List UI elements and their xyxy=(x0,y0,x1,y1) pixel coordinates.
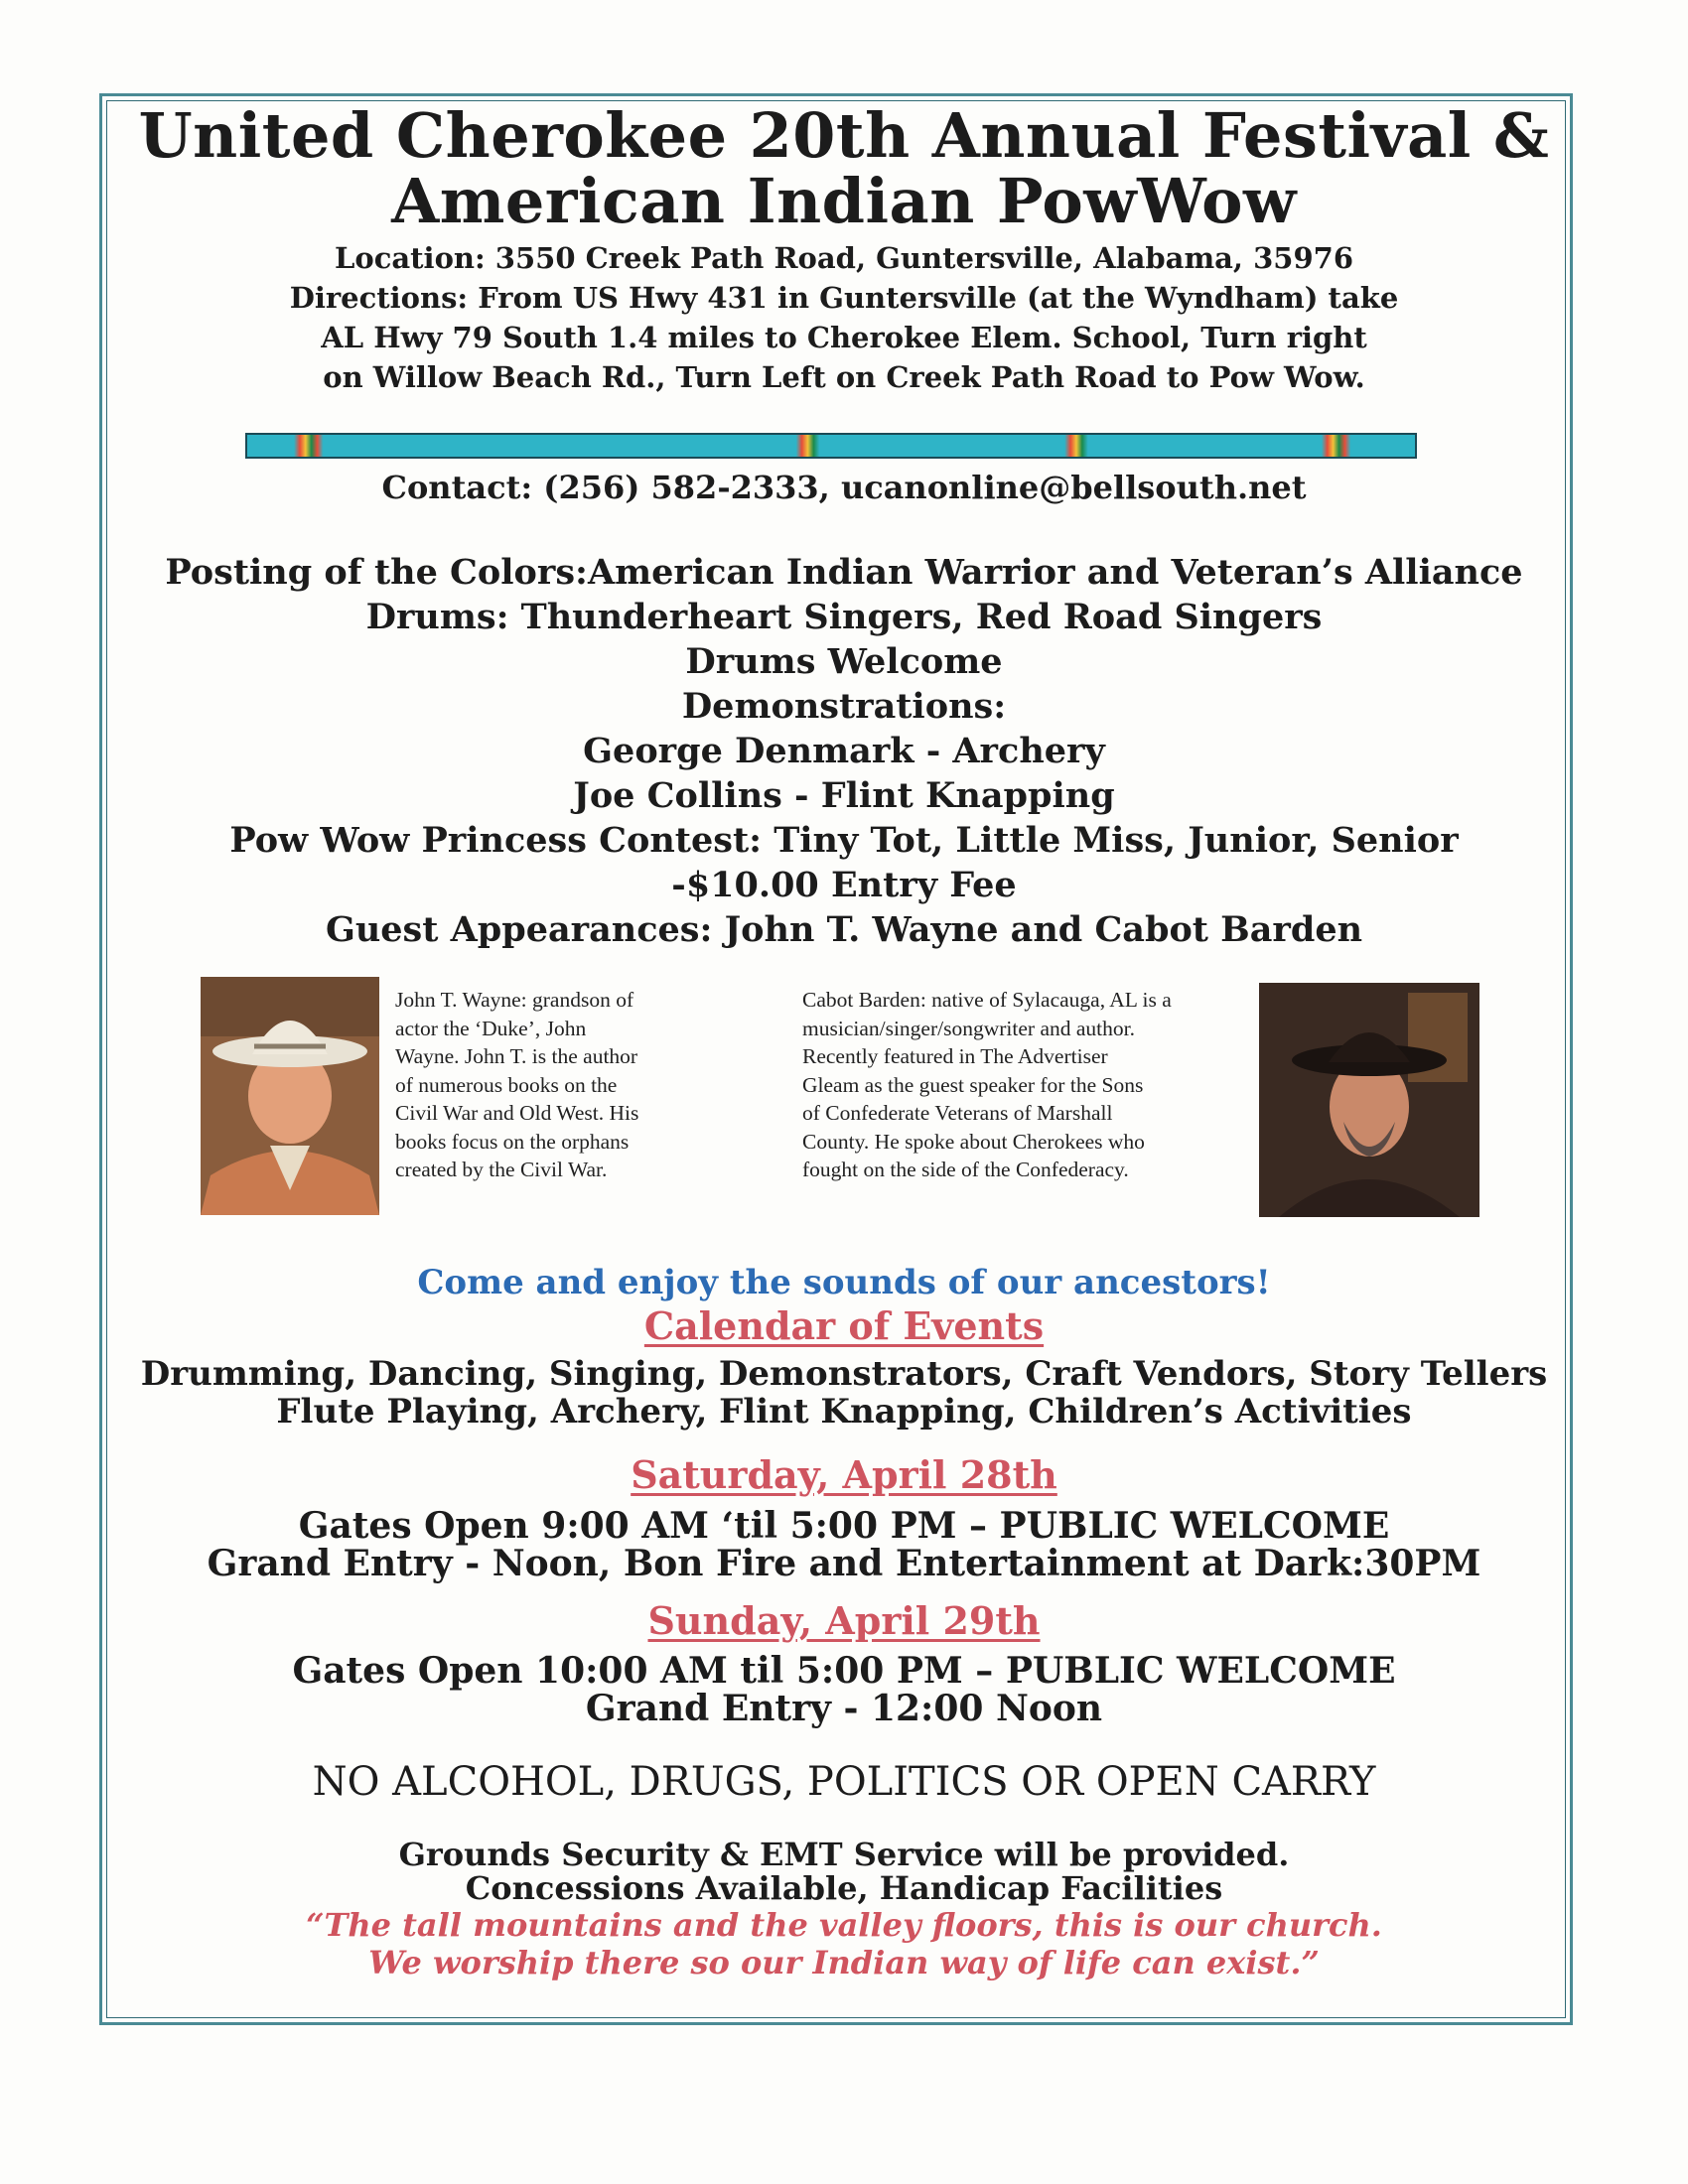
portrait-illustration-icon xyxy=(201,977,379,1215)
program-line: -$10.00 Entry Fee xyxy=(671,865,1017,905)
bio-line: of Confederate Veterans of Marshall xyxy=(802,1101,1113,1125)
program-line: Pow Wow Princess Contest: Tiny Tot, Little Miss, Junior, Senior xyxy=(229,820,1459,861)
bio-line: County. He spoke about Cherokees who xyxy=(802,1129,1145,1154)
bio-line: fought on the side of the Confederacy. xyxy=(802,1158,1129,1181)
program-line: Drums Welcome xyxy=(685,641,1003,682)
saturday-schedule-line: Grand Entry - Noon, Bon Fire and Entertainment at Dark:30PM xyxy=(207,1543,1481,1584)
sunday-schedule-line: Grand Entry - 12:00 Noon xyxy=(585,1688,1103,1729)
bio-line: of numerous books on the xyxy=(395,1072,618,1097)
program-line: Demonstrations: xyxy=(681,686,1007,727)
bio-line: Cabot Barden: native of Sylacauga, AL is a xyxy=(802,988,1172,1012)
program-line: Guest Appearances: John T. Wayne and Cabot Barden xyxy=(325,909,1363,950)
contact-info: Contact: (256) 582-2333, ucanonline@bellsouth.net xyxy=(381,469,1307,506)
program-line: Posting of the Colors:American Indian Warrior and Veteran’s Alliance xyxy=(165,552,1523,593)
bio-line: John T. Wayne: grandson of xyxy=(395,988,634,1012)
location: Location: 3550 Creek Path Road, Guntersville, Alabama, 35976 xyxy=(334,241,1354,275)
rules-notice: NO ALCOHOL, DRUGS, POLITICS OR OPEN CARRY xyxy=(312,1759,1376,1805)
bio-line: actor the ‘Duke’, John xyxy=(395,1016,587,1040)
activities-line: Flute Playing, Archery, Flint Knapping, Children’s Activities xyxy=(276,1392,1412,1432)
quote-line: We worship there so our Indian way of life can exist.” xyxy=(368,1944,1320,1981)
program-line: Joe Collins - Flint Knapping xyxy=(573,775,1115,816)
bio-line: Recently featured in The Advertiser xyxy=(802,1044,1108,1068)
title-line-1: United Cherokee 20th Annual Festival & xyxy=(138,99,1550,172)
bio-line: musician/singer/songwriter and author. xyxy=(802,1016,1135,1040)
cabot-barden-bio xyxy=(802,986,1172,1184)
bio-line: created by the Civil War. xyxy=(395,1158,608,1181)
calendar-heading: Calendar of Events xyxy=(643,1303,1045,1348)
title-line-2: American Indian PowWow xyxy=(391,165,1297,237)
quote-line: “The tall mountains and the valley floors, this is our church. xyxy=(306,1906,1382,1944)
sunday-schedule-line: Gates Open 10:00 AM til 5:00 PM – PUBLIC WELCOME xyxy=(292,1650,1396,1692)
directions-line: Directions: From US Hwy 431 in Guntersville (at the Wyndham) take xyxy=(289,281,1399,315)
directions-line: AL Hwy 79 South 1.4 miles to Cherokee Elem. School, Turn right xyxy=(321,321,1367,354)
program-line: Drums: Thunderheart Singers, Red Road Singers xyxy=(365,597,1323,637)
saturday-heading: Saturday, April 28th xyxy=(631,1452,1057,1497)
saturday-schedule-line: Gates Open 9:00 AM ‘til 5:00 PM – PUBLIC WELCOME xyxy=(298,1505,1390,1547)
john-t-wayne-photo xyxy=(201,977,379,1215)
sunday-heading: Sunday, April 29th xyxy=(647,1598,1041,1643)
bio-line: Gleam as the guest speaker for the Sons xyxy=(802,1072,1144,1097)
portrait-illustration-icon xyxy=(1259,983,1479,1217)
decorative-beaded-divider xyxy=(245,433,1417,459)
program-line: George Denmark - Archery xyxy=(583,731,1105,771)
call-to-action: Come and enjoy the sounds of our ancestors! xyxy=(417,1263,1271,1302)
bio-line: Civil War and Old West. His xyxy=(395,1101,639,1125)
directions-line: on Willow Beach Rd., Turn Left on Creek Path Road to Pow Wow. xyxy=(323,360,1365,394)
bio-line: books focus on the orphans xyxy=(395,1129,630,1154)
info-line: Concessions Available, Handicap Facilities xyxy=(465,1869,1223,1907)
info-line: Grounds Security & EMT Service will be provided. xyxy=(398,1836,1290,1873)
john-t-wayne-bio xyxy=(395,986,638,1184)
bio-line: Wayne. John T. is the author xyxy=(395,1044,638,1068)
cabot-barden-photo xyxy=(1259,983,1479,1217)
activities-line: Drumming, Dancing, Singing, Demonstrators, Craft Vendors, Story Tellers xyxy=(140,1354,1548,1394)
